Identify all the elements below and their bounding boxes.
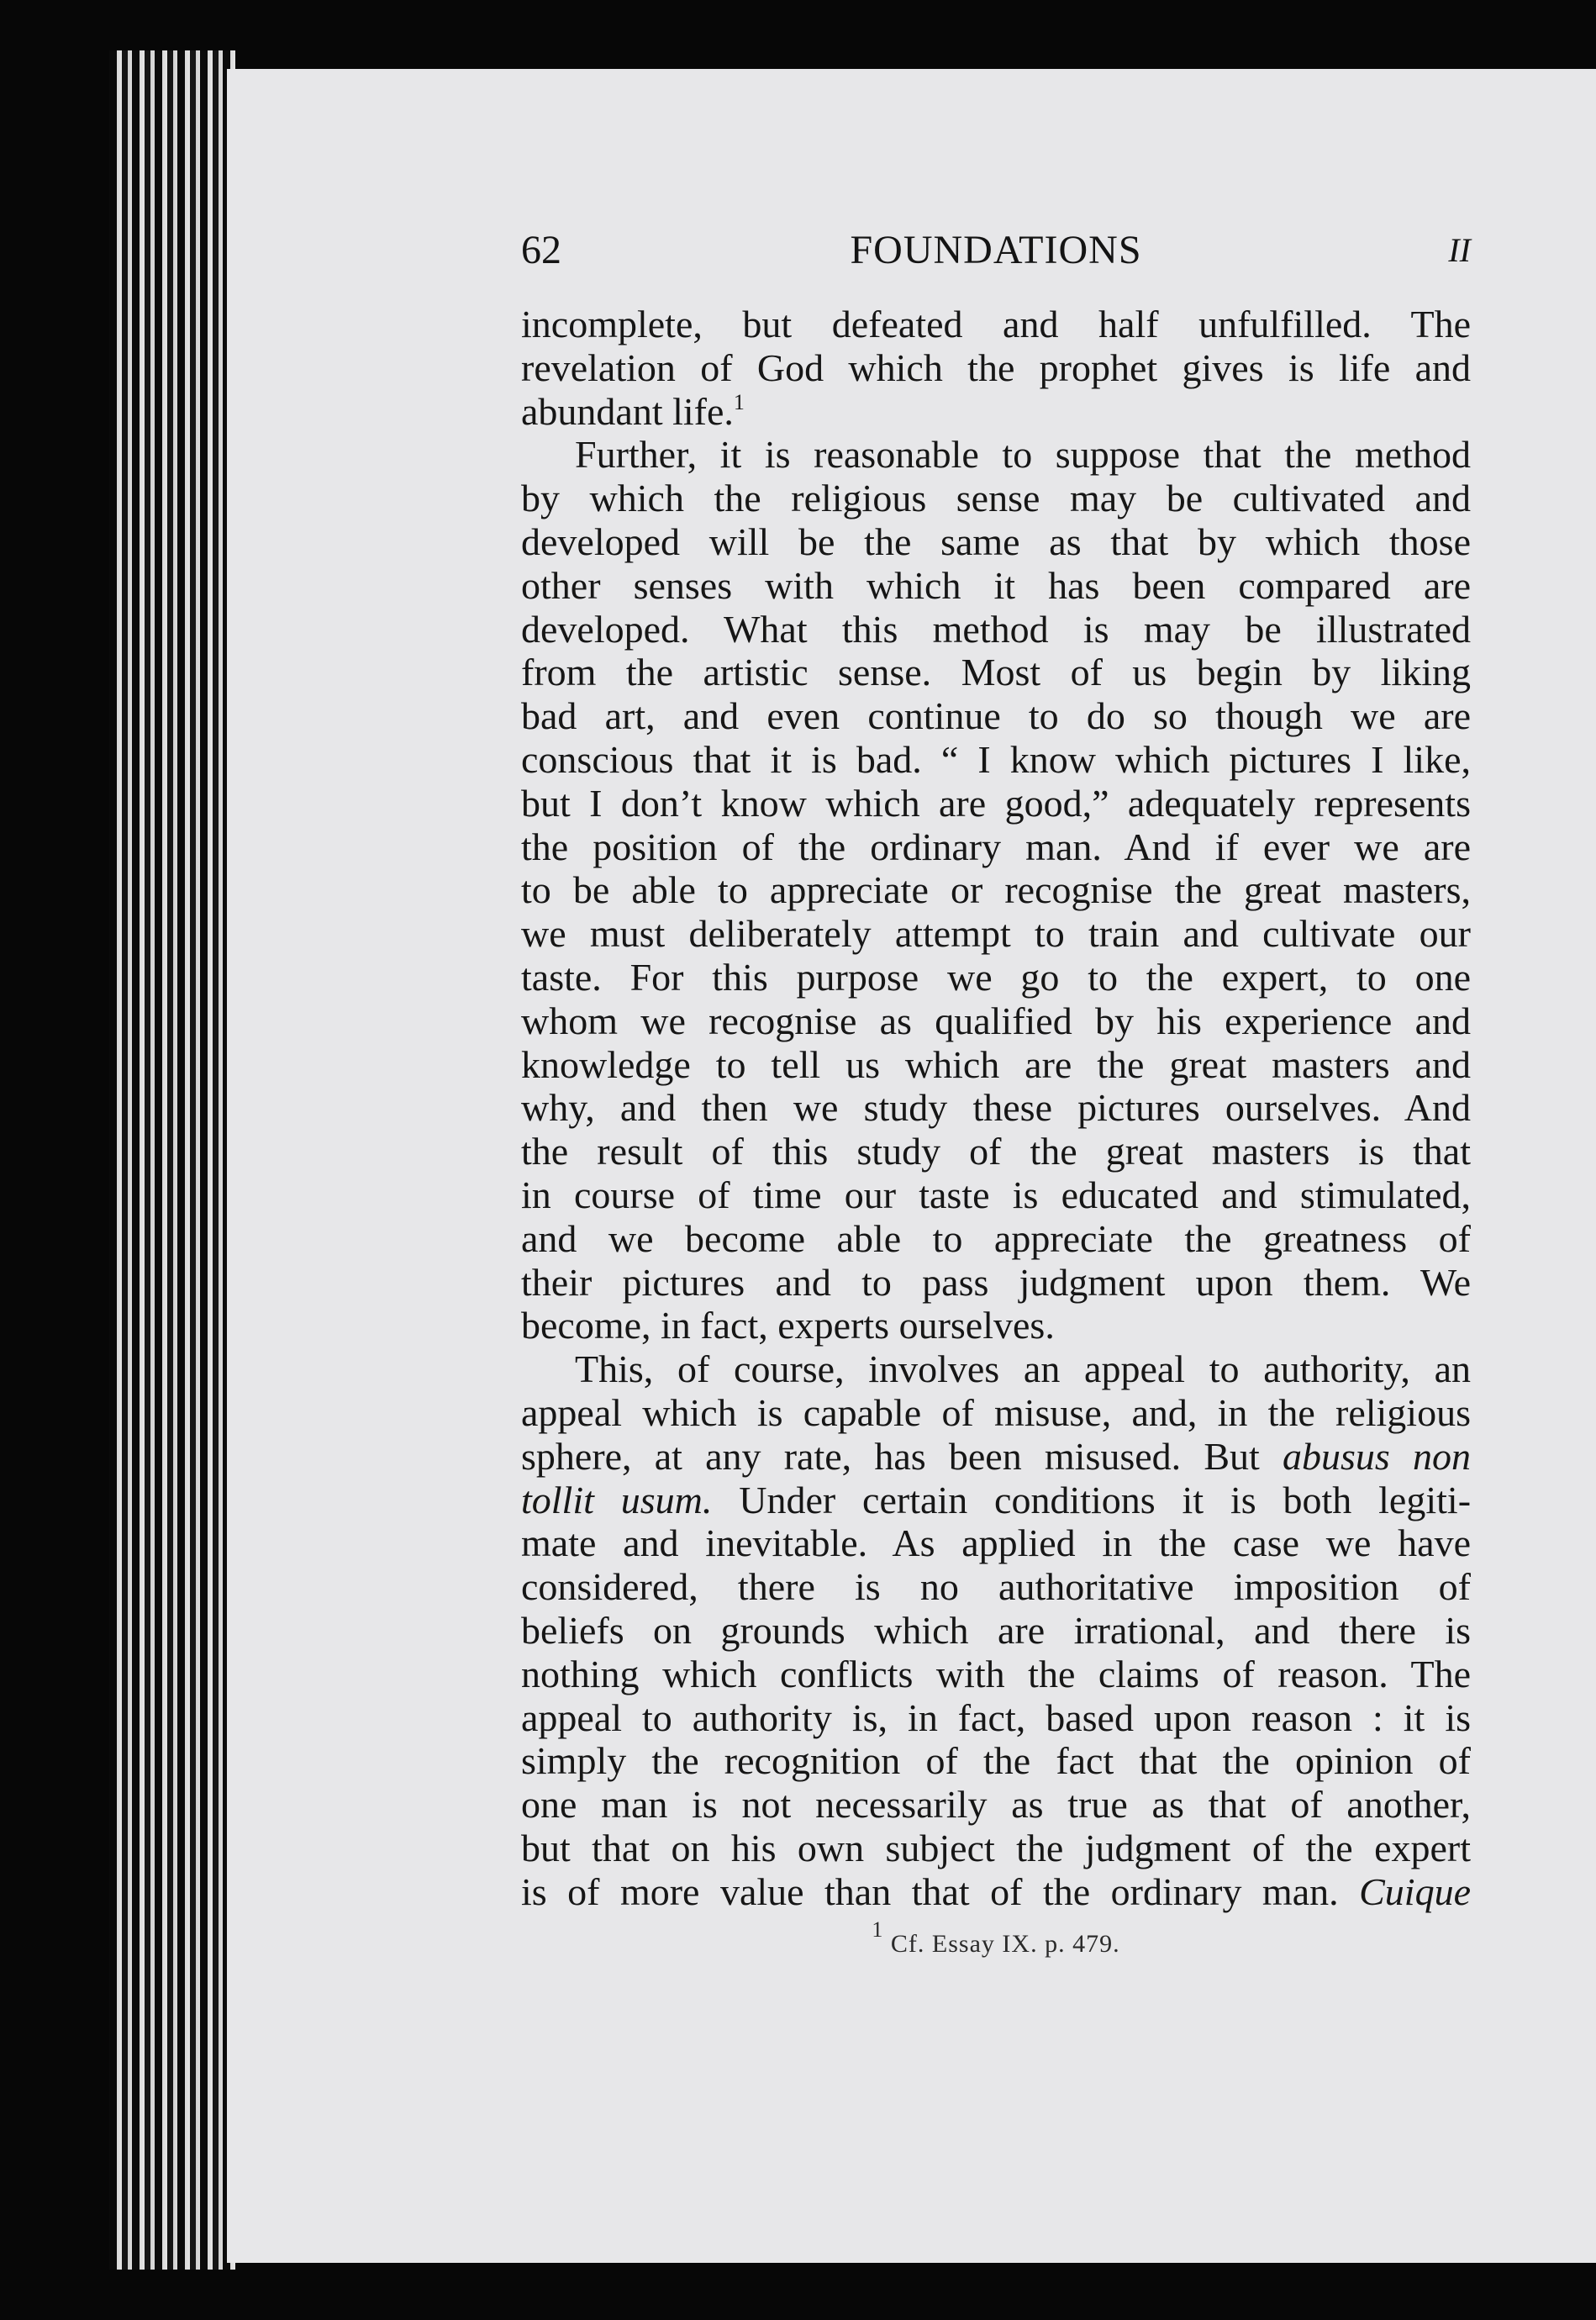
latin-phrase: tollit usum. (521, 1478, 713, 1521)
book-page-edges (109, 50, 235, 2270)
paragraph-2: Further, it is reasonable to suppose that the method (575, 433, 1471, 477)
latin-phrase: abusus non (1283, 1434, 1471, 1478)
paragraph-3: This, of course, involves an appeal to authority, an (575, 1347, 1471, 1391)
running-header (521, 227, 1471, 286)
paragraph-1: incomplete, but defeated and half unfulfilled. The (521, 303, 1471, 345)
footnote-mark: 1 (872, 1917, 884, 1942)
section-number: II (1448, 231, 1471, 269)
footnote-text: Cf. Essay IX. p. 479. (890, 1930, 1120, 1958)
body-text: incomplete, but defeated and half unfulfilled. The revelation of God which the prophet gives is life and abundant life.$^1$ Further, it is reasonable to suppose that the method by which the religious sense may be cultivated and developed will be the same as that by which those other senses with which it has been compared are developed. What this method is may be illustrated from the artistic sense. Most of us begin by liking bad art, and even continue to do so though we are conscious that it is bad. “ I know which pictures I like, but I don’t know which are good,” adequately represents the position of the ordinary man. And if ever we are to be able to appreciate or recognise the great masters, we must deliberately attempt to train and cultivate our taste. For this purpose we go to the expert, to one whom we recognise as qualified by his experience and knowledge to tell us which are the great masters and why, and then we study these pictures ourselves. And the result of this study of the great masters is that in course of time our taste is educated and stimulated, and we become able to appreciate the greatness of their pictures and to pass judgment upon them. We become, in fact, experts ourselves. This, of course, involves an appeal to authority, an appeal which is capable of misuse, and, in the religious sphere, at any rate, has been misused. But abusus non tollit usum. Under certain conditions it is both legiti- mate and inevitable. As applied in the case we have considered, there is no authoritative imposition of beliefs on grounds which are irrational, and there is nothing which conflicts with the claims of reason. The appeal to authority is, in fact, based upon reason : it is simply the recognition of the fact that the opinion of one man is not necessarily as true as that of another, but that on his own subject the judgment of the expert is of more value than that of the ordinary man. Cuique (521, 303, 1472, 1913)
page-number: 62 (521, 228, 561, 272)
footnote-reference: 1 (733, 389, 745, 414)
latin-phrase: Cuique (1359, 1869, 1472, 1913)
running-title: FOUNDATIONS (850, 228, 1142, 272)
footnote (521, 1917, 1471, 1959)
